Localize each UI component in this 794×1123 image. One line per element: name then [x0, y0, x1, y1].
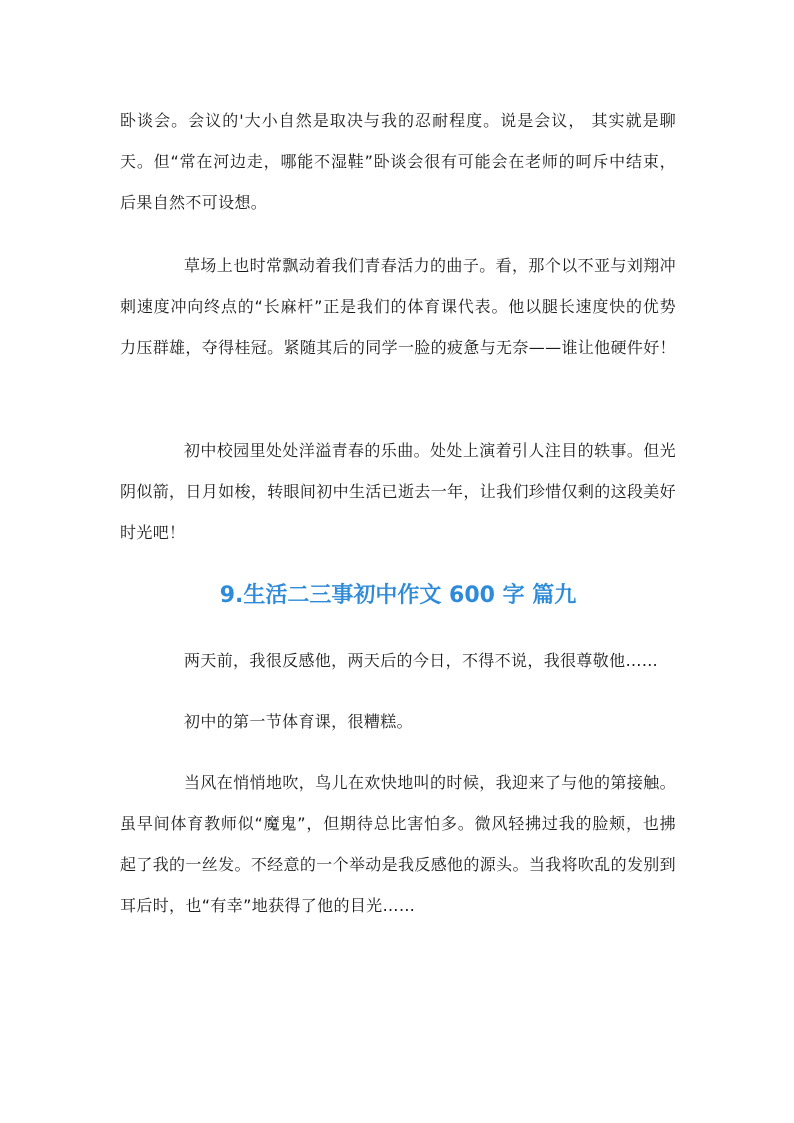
- paragraph-first-encounter: 当风在悄悄地吹，鸟儿在欢快地叫的时候，我迎来了与他的第接触。虽早间体育教师似“魔鬼”，但期待总比害怕多。微风轻拂过我的脸颊，也拂起了我的一丝发。不经意的一个举动是我反感他的源头。当我将吹乱的发别到耳后时，也“有幸”地获得了他的目光……: [120, 773, 676, 915]
- paragraph-campus-life: 初中校园里处处洋溢青春的乐曲。处处上演着引人注目的轶事。但光阴似箭，日月如梭，转眼间初中生活已逝去一年，让我们珍惜仅剩的这段美好时光吧！: [120, 441, 676, 542]
- paragraph-sports-field: 草场上也时常飘动着我们青春活力的曲子。看，那个以不亚与刘翔冲刺速度冲向终点的“长麻杆”正是我们的体育课代表。他以腿长速度快的优势力压群雄，夺得桂冠。紧随其后的同学一脸的疲惫与无奈——谁让他硬件好！: [120, 256, 676, 357]
- paragraph-two-days: 两天前，我很反感他，两天后的今日，不得不说，我很尊敬他……: [184, 651, 659, 670]
- paragraph-first-pe-class: 初中的第一节体育课，很糟糕。: [184, 712, 413, 731]
- paragraph-dorm-talk: 卧谈会。会议的'大小自然是取决与我的忍耐程度。说是会议， 其实就是聊天。但“常在河边走，哪能不湿鞋”卧谈会很有可能会在老师的呵斥中结束，后果自然不可设想。: [120, 111, 676, 212]
- section-heading: 9.生活二三事初中作文 600 字 篇九: [219, 583, 577, 608]
